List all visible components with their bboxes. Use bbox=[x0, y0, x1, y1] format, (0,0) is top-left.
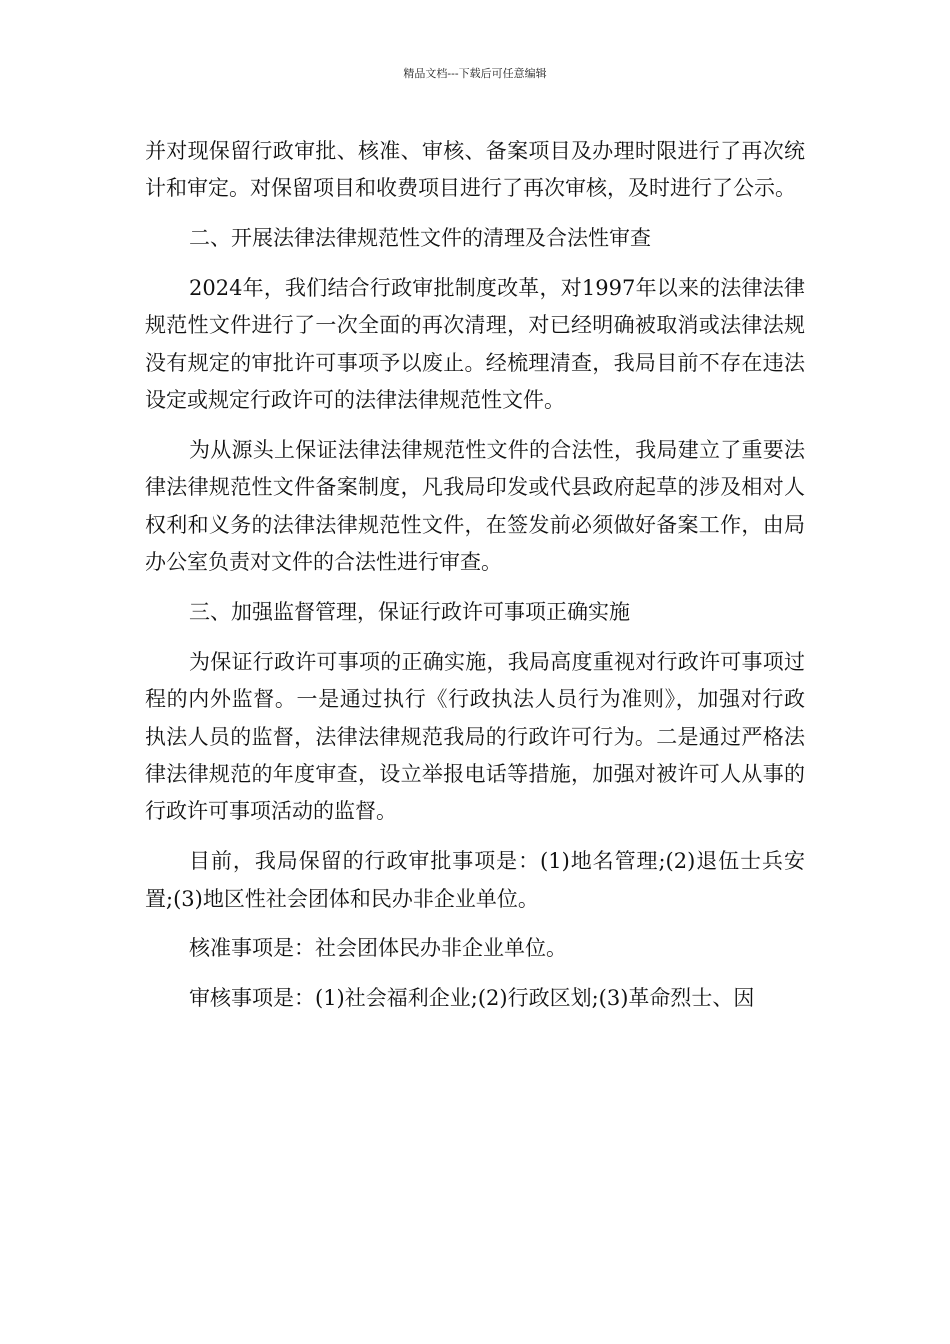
section-heading-2: 二、开展法律法律规范性文件的清理及合法性审查 bbox=[189, 226, 651, 251]
paragraph-3: 为从源头上保证法律法律规范性文件的合法性，我局建立了重要法律法律规范性文件备案制度，凡我局印发或代县政府起草的涉及相对人权利和义务的法律法律规范性文件，在签发前必须做好备案工作，由局办公室负责对文件的合法性进行审查。 bbox=[145, 438, 805, 575]
section-heading-3: 三、加强监督管理，保证行政许可事项正确实施 bbox=[189, 600, 630, 625]
document-body bbox=[145, 133, 805, 1030]
paragraph-2: 2024年，我们结合行政审批制度改革，对1997年以来的法律法律规范性文件进行了一次全面的再次清理，对已经明确被取消或法律法规没有规定的审批许可事项予以废止。经梳理清查，我局目前不存在违法设定或规定行政许可的法律法律规范性文件。 bbox=[145, 276, 805, 413]
page-header: 精品文档---下载后可任意编辑 bbox=[403, 67, 547, 80]
paragraph-5: 目前，我局保留的行政审批事项是：(1)地名管理;(2)退伍士兵安置;(3)地区性社会团体和民办非企业单位。 bbox=[145, 849, 805, 911]
paragraph-6: 核准事项是：社会团体民办非企业单位。 bbox=[189, 936, 567, 961]
paragraph-4: 为保证行政许可事项的正确实施，我局高度重视对行政许可事项过程的内外监督。一是通过执行《行政执法人员行为准则》，加强对行政执法人员的监督，法律法律规范我局的行政许可行为。二是通过严格法律法律规范的年度审查，设立举报电话等措施，加强对被许可人从事的行政许可事项活动的监督。 bbox=[145, 649, 805, 824]
paragraph-7: 审核事项是：(1)社会福利企业;(2)行政区划;(3)革命烈士、因 bbox=[189, 986, 755, 1011]
paragraph-1: 并对现保留行政审批、核准、审核、备案项目及办理时限进行了再次统计和审定。对保留项目和收费项目进行了再次审核，及时进行了公示。 bbox=[145, 139, 805, 201]
